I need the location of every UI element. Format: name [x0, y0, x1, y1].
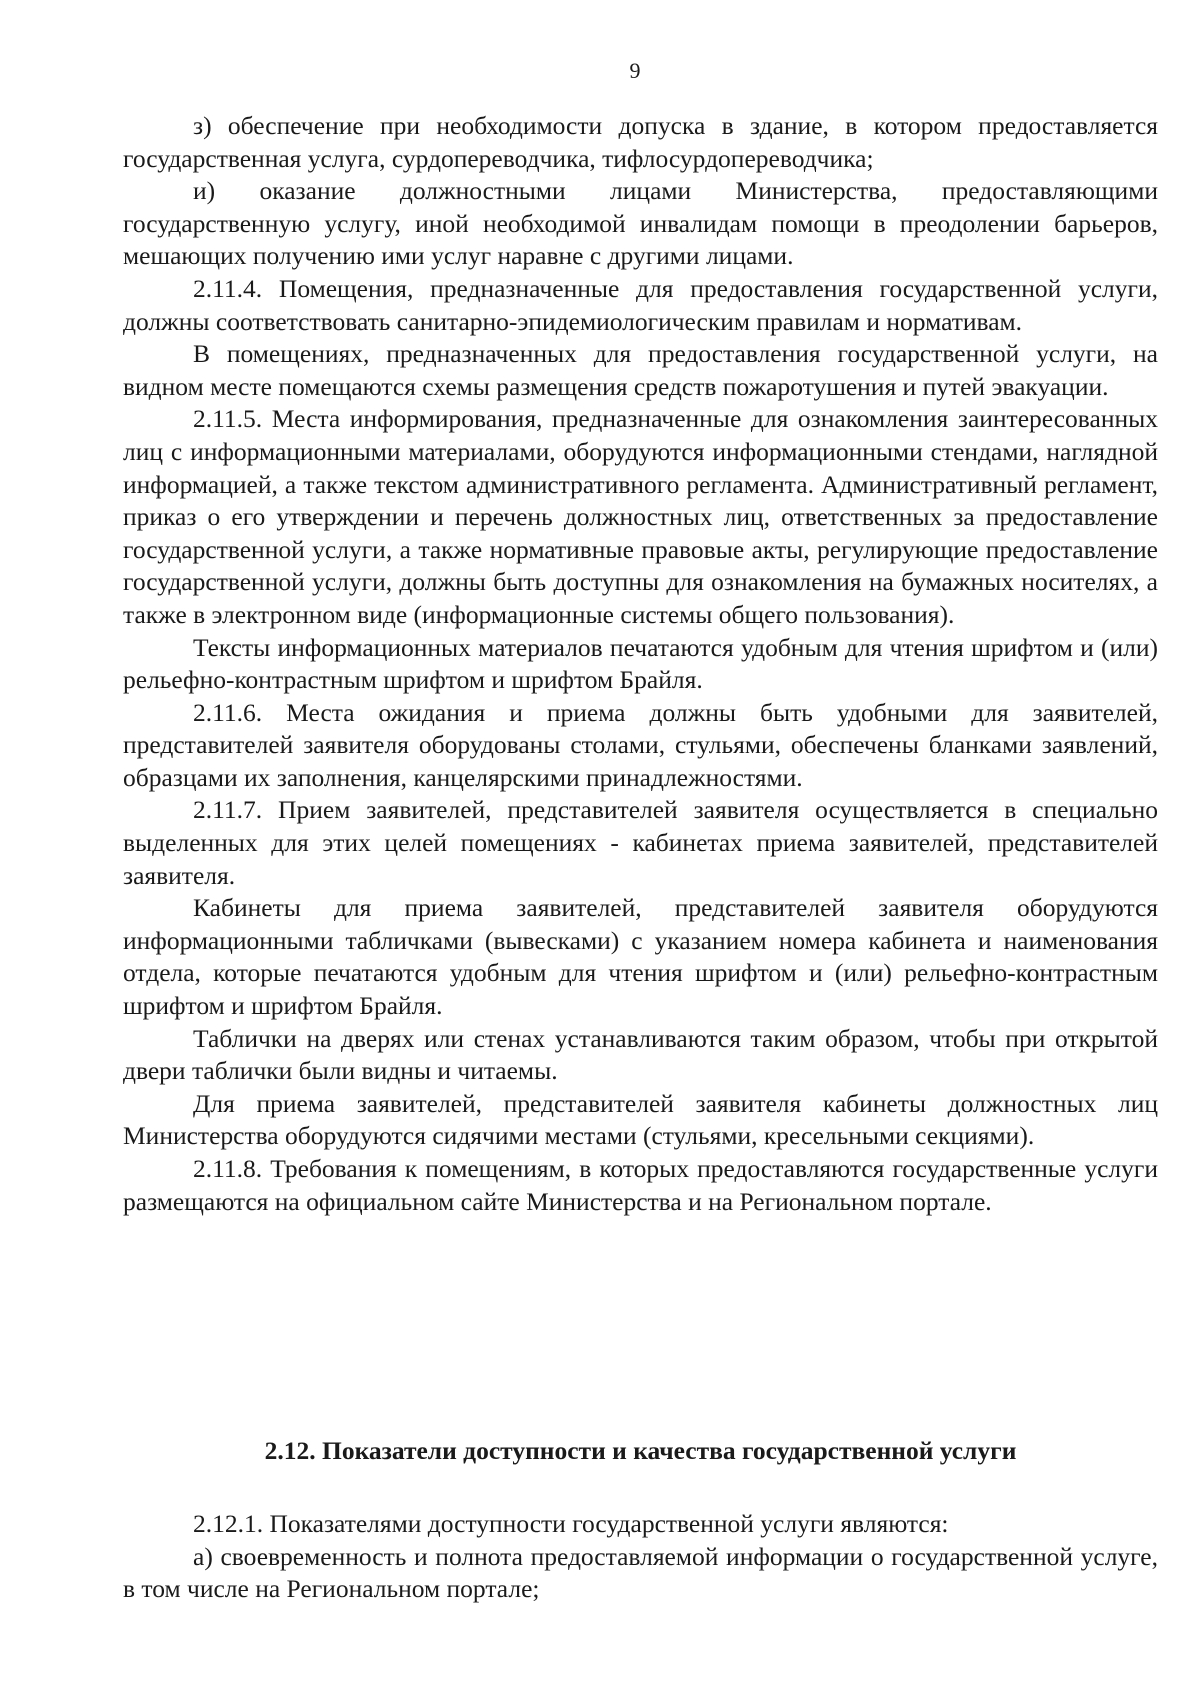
document-body: [123, 110, 1158, 1218]
paragraph-2-11-7: 2.11.7. Прием заявителей, представителей заявителя осуществляется в специально выделенных для этих целей помещениях - кабинетах приема заявителей, представителей заявителя.: [123, 795, 1158, 890]
paragraph-evacuation-schemes: В помещениях, предназначенных для предоставления государственной услуги, на видном месте помещаются схемы размещения средств пожаротушения и путей эвакуации.: [123, 339, 1158, 401]
section-heading: 2.12. Показатели доступности и качества государственной услуги: [264, 1436, 1017, 1465]
paragraph-2-11-6: 2.11.6. Места ожидания и приема должны быть удобными для заявителей, представителей заявителя оборудованы столами, стульями, обеспечены бланками заявлений, образцами их заполнения, канцелярскими принадлежностями.: [123, 697, 1158, 792]
paragraph-item-z: з) обеспечение при необходимости допуска в здание, в котором предоставляется государственная услуга, сурдопереводчика, тифлосурдопереводчика;: [123, 111, 1158, 173]
document-body-continued: [123, 1508, 1158, 1606]
paragraph-door-signs: Таблички на дверях или стенах устанавливаются таким образом, чтобы при открытой двери таблички были видны и читаемы.: [123, 1023, 1158, 1086]
paragraph-2-12-1: 2.12.1. Показателями доступности государственной услуги являются:: [193, 1509, 949, 1538]
paragraph-office-signs: Кабинеты для приема заявителей, представителей заявителя оборудуются информационными табличками (вывесками) с указанием номера кабинета и наименования отдела, которые печатаются удобным для чтения шрифтом и (или) рельефно-контрастным шрифтом и шрифтом Брайля.: [123, 893, 1158, 1021]
paragraph-braille-texts: Тексты информационных материалов печатаются удобным для чтения шрифтом и (или) рельефно-контрастным шрифтом и шрифтом Брайля.: [123, 632, 1158, 695]
paragraph-seating: Для приема заявителей, представителей заявителя кабинеты должностных лиц Министерства оборудуются сидячими местами (стульями, кресельными секциями).: [123, 1088, 1158, 1151]
paragraph-item-a: а) своевременность и полнота предоставляемой информации о государственной услуге, в том числе на Региональном портале;: [123, 1541, 1158, 1604]
paragraph-2-11-4: 2.11.4. Помещения, предназначенные для предоставления государственной услуги, должны соответствовать санитарно-эпидемиологическим правилам и нормативам.: [123, 273, 1158, 336]
paragraph-2-11-5: 2.11.5. Места информирования, предназначенные для ознакомления заинтересованных лиц с информационными материалами, оборудуются информационными стендами, наглядной информацией, а также текстом административного регламента. Административный регламент, приказ о его утверждении и перечень должностных лиц, ответственных за предоставление государственной услуги, а также нормативные правовые акты, регулирующие предоставление государственной услуги, должны быть доступны для ознакомления на бумажных носителях, а также в электронном виде (информационные системы общего пользования).: [123, 404, 1158, 629]
paragraph-2-11-8: 2.11.8. Требования к помещениям, в которых предоставляются государственные услуги размещаются на официальном сайте Министерства и на Региональном портале.: [123, 1154, 1158, 1216]
page-number: 9: [629, 58, 641, 83]
paragraph-item-i: и) оказание должностными лицами Министерства, предоставляющими государственную услугу, иной необходимой инвалидам помощи в преодолении барьеров, мешающих получению ими услуг наравне с другими лицами.: [123, 176, 1158, 271]
